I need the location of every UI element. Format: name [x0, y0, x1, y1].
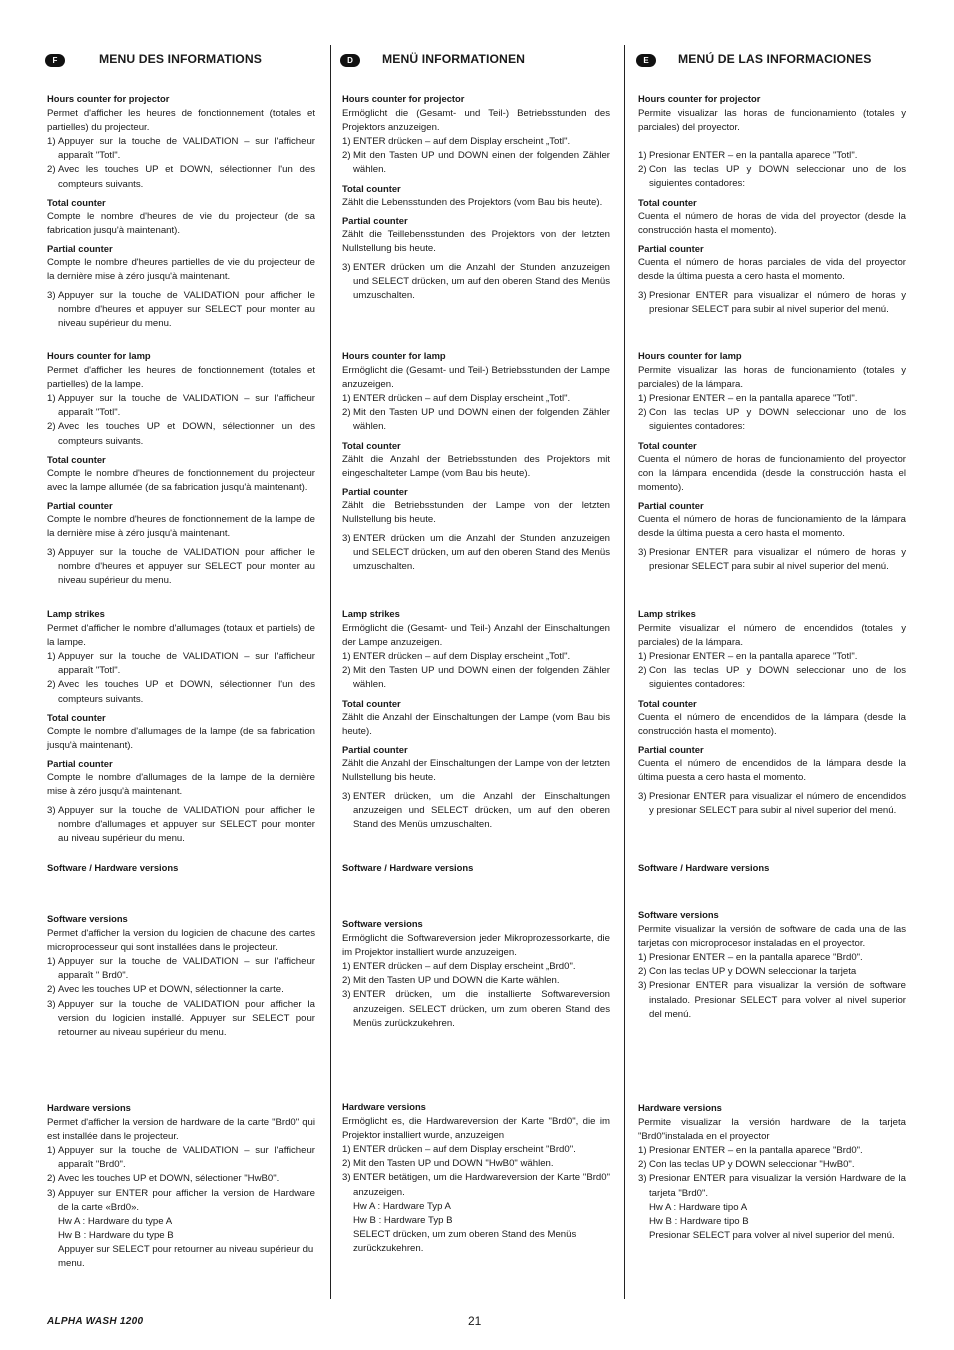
paragraph: Hw A : Hardware du type A	[58, 1215, 173, 1227]
list-item	[47, 955, 315, 983]
language-badge: D	[340, 54, 360, 67]
list-item	[342, 149, 610, 177]
list-number: 2)	[638, 407, 647, 419]
section-title: Hardware versions	[47, 1102, 131, 1113]
list-item	[638, 392, 906, 406]
list-number: 1)	[47, 651, 56, 663]
section-title: Software / Hardware versions	[638, 862, 770, 873]
language-badge: F	[45, 54, 65, 67]
paragraph: Compte le nombre d'allumages de la lampe (de sa fabrication jusqu'à maintenant).	[47, 725, 315, 751]
list-item	[638, 790, 906, 818]
list-item	[638, 149, 906, 163]
section-title: Software / Hardware versions	[342, 862, 474, 873]
list-number: 1)	[342, 136, 351, 148]
list-text: Con las teclas UP y DOWN seleccionar la tarjeta	[649, 966, 857, 978]
list-text: Presionar ENTER – en la pantalla aparece "Totl".	[649, 150, 858, 162]
section	[638, 92, 906, 317]
paragraph: Hw B : Hardware du type B	[58, 1229, 174, 1241]
list-number: 1)	[47, 136, 56, 148]
list-item	[47, 289, 315, 331]
section	[47, 349, 315, 589]
paragraph: Compte le nombre d'heures de fonctionnement du projecteur avec la lampe allumée (de sa fabrication jusqu'à maintenant).	[47, 467, 315, 493]
list-item	[638, 289, 906, 317]
list-number: 2)	[47, 984, 56, 996]
section-title: Lamp strikes	[638, 608, 696, 619]
list-item	[638, 979, 906, 1021]
paragraph: Zählt die Lebensstunden des Projektors (vom Bau bis heute).	[342, 196, 603, 208]
list-text: ENTER drücken – auf dem Display erscheint „Totl".	[353, 393, 571, 405]
list-text: Presionar ENTER para visualizar el número de encendidos y presionar SELECT para subir al nivel superior del menú.	[649, 791, 906, 817]
subheading: Partial counter	[638, 242, 704, 254]
list-number: 2)	[342, 665, 351, 677]
list-number: 3)	[47, 998, 56, 1010]
list-text: Avec les touches UP et DOWN, sélectionner un des compteurs suivants.	[58, 421, 315, 447]
list-text: Presionar ENTER – en la pantalla aparece "Totl".	[649, 651, 858, 663]
list-item	[47, 650, 315, 678]
list-number: 1)	[47, 393, 56, 405]
list-number: 2)	[638, 164, 647, 176]
section-title: Hardware versions	[638, 1102, 722, 1113]
list-text: ENTER drücken, um die installierte Softwareversion anzuzeigen. SELECT drücken, um zum oberen Stand des Menüs zurückzukehren.	[353, 989, 610, 1029]
list-item	[638, 965, 906, 979]
paragraph: Ermöglicht die (Gesamt- und Teil-) Betriebsstunden des Projektors anzuzeigen.	[342, 108, 610, 134]
list-number: 1)	[638, 393, 647, 405]
list-number: 1)	[47, 1145, 56, 1157]
list-number: 3)	[342, 1172, 351, 1184]
section-title: Lamp strikes	[342, 608, 400, 619]
list-number: 1)	[638, 150, 647, 162]
list-text: Presionar ENTER para visualizar la versión de software instalado. Presionar SELECT para volver al nivel superior del menú.	[649, 980, 906, 1020]
list-number: 2)	[638, 966, 647, 978]
list-item	[342, 664, 610, 692]
section-title: Software / Hardware versions	[47, 862, 179, 873]
section	[342, 349, 610, 574]
product-name: ALPHA WASH 1200	[47, 1316, 144, 1327]
section-title: Software versions	[342, 918, 423, 929]
paragraph: Permet d'afficher la version du logicien de chacune des cartes microprocesseur qui sont installées dans le projecteur.	[47, 928, 315, 954]
list-text: Appuyer sur la touche de VALIDATION pour afficher le nombre d'heures et appuyer sur SELECT pour monter au niveau supérieur du menu.	[58, 290, 315, 330]
paragraph: Cuenta el número de horas de funcionamiento del proyector con la lámpara encendida (desde la construcción hasta el momento).	[638, 453, 906, 493]
list-number: 1)	[342, 393, 351, 405]
paragraph: Permite visualizar las horas de funcionamiento (totales y parciales) del proyector.	[638, 108, 906, 134]
paragraph: Presionar SELECT para volver al nivel superior del menú.	[649, 1229, 895, 1241]
list-item	[47, 998, 315, 1040]
paragraph: Permite visualizar la versión de software de cada una de las tarjetas con microprocesor instaladas en el proyector.	[638, 924, 906, 950]
list-number: 3)	[638, 290, 647, 302]
list-number: 3)	[342, 791, 351, 803]
list-item	[342, 974, 610, 988]
page-number: 21	[468, 1314, 482, 1328]
paragraph: Compte le nombre d'heures de vie du projecteur (de sa fabrication jusqu'à maintenant).	[47, 210, 315, 236]
list-item	[47, 546, 315, 588]
list-number: 1)	[342, 961, 351, 973]
list-number: 3)	[638, 791, 647, 803]
list-text: Appuyer sur la touche de VALIDATION – sur l'afficheur apparaît "Totl".	[58, 393, 315, 419]
list-item	[47, 163, 315, 191]
list-number: 3)	[47, 290, 56, 302]
subheading: Partial counter	[638, 499, 704, 511]
paragraph: Permet d'afficher les heures de fonctionnement (totales et partielles) de la lampe.	[47, 365, 315, 391]
section	[47, 92, 315, 332]
list-item	[342, 532, 610, 574]
section	[342, 917, 610, 1031]
list-text: Mit den Tasten UP und DOWN einen der folgenden Zähler wählen.	[353, 407, 610, 433]
list-item	[47, 983, 315, 997]
section-title: Hours counter for lamp	[47, 350, 151, 361]
paragraph: Permite visualizar el número de encendidos (totales y parciales) de la lámpara.	[638, 623, 906, 649]
paragraph: Hw B : Hardware tipo B	[649, 1215, 749, 1227]
list-text: Presionar ENTER para visualizar la versión Hardware de la tarjeta "Brd0".	[649, 1173, 906, 1199]
column-german	[342, 52, 610, 1254]
list-number: 2)	[47, 1173, 56, 1185]
list-number: 1)	[342, 1144, 351, 1156]
column-divider	[330, 45, 331, 1299]
list-number: 1)	[342, 651, 351, 663]
section	[342, 607, 610, 832]
paragraph: Zählt die Anzahl der Betriebsstunden des Projektors mit eingeschalteter Lampe (vom Bau bis heute).	[342, 453, 610, 479]
section	[342, 92, 610, 303]
column-title: MENÚ DE LAS INFORMACIONES	[678, 52, 872, 66]
list-number: 3)	[342, 262, 351, 274]
list-text: Mit den Tasten UP und DOWN einen der folgenden Zähler wählen.	[353, 150, 610, 176]
section-title: Hours counter for lamp	[342, 350, 446, 361]
list-item	[342, 1171, 610, 1199]
list-number: 2)	[47, 421, 56, 433]
section-title: Hardware versions	[342, 1101, 426, 1112]
paragraph: Hw B : Hardware Typ B	[353, 1214, 453, 1226]
list-text: Mit den Tasten UP und DOWN "HwB0" wählen.	[353, 1158, 554, 1170]
list-text: ENTER drücken um die Anzahl der Stunden anzuzeigen und SELECT drücken, um auf den oberen Stand des Menüs umzuschalten.	[353, 262, 610, 302]
section-title: Hours counter for projector	[47, 93, 170, 104]
subheading: Total counter	[47, 196, 106, 208]
paragraph: Permite visualizar las horas de funcionamiento (totales y parciales) de la lámpara.	[638, 365, 906, 391]
list-number: 3)	[638, 1173, 647, 1185]
list-text: Con las teclas UP y DOWN seleccionar uno de los siguientes contadores:	[649, 407, 906, 433]
column-header	[47, 52, 315, 68]
paragraph: SELECT drücken, um zum oberen Stand des Menüs zurückzukehren.	[353, 1228, 577, 1254]
subheading: Partial counter	[342, 485, 408, 497]
list-text: Con las teclas UP y DOWN seleccionar uno de los siguientes contadores:	[649, 665, 906, 691]
list-text: Mit den Tasten UP und DOWN einen der folgenden Zähler wählen.	[353, 665, 610, 691]
list-number: 3)	[47, 547, 56, 559]
list-item	[638, 1172, 906, 1200]
paragraph: Compte le nombre d'heures partielles de vie du projecteur de la dernière mise à zéro jusqu'à maintenant.	[47, 257, 315, 283]
list-text: Appuyer sur la touche de VALIDATION – sur l'afficheur apparaît "Totl".	[58, 136, 315, 162]
paragraph: Permite visualizar la versión hardware de la tarjeta "Brd0"instalada en el proyector	[638, 1117, 906, 1143]
list-text: Avec les touches UP et DOWN, sélectionner l'un des compteurs suivants.	[58, 679, 315, 705]
list-number: 1)	[638, 1145, 647, 1157]
list-text: ENTER drücken – auf dem Display erscheint „Totl".	[353, 651, 571, 663]
column-title: MENÜ INFORMATIONEN	[382, 52, 526, 66]
paragraph: Ermöglicht es, die Hardwareversion der Karte "Brd0", die im Projektor installiert wurde, anzuzeigen	[342, 1116, 610, 1142]
section	[47, 912, 315, 1040]
list-item	[342, 406, 610, 434]
column-title: MENU DES INFORMATIONS	[99, 52, 263, 66]
list-number: 2)	[342, 975, 351, 987]
list-text: Presionar ENTER para visualizar el número de horas y presionar SELECT para subir al nivel superior del menú.	[649, 290, 906, 316]
spacer	[638, 135, 906, 149]
paragraph: Hw A : Hardware tipo A	[649, 1201, 748, 1213]
section-title: Software versions	[638, 909, 719, 920]
subheading: Total counter	[47, 711, 106, 723]
column-header	[638, 52, 906, 68]
section	[638, 349, 906, 574]
list-text: Avec les touches UP et DOWN, sélectionner l'un des compteurs suivants.	[58, 164, 315, 190]
section-title: Hours counter for lamp	[638, 350, 742, 361]
subheading: Partial counter	[342, 743, 408, 755]
list-text: Appuyer sur la touche de VALIDATION pour afficher le nombre d'heures et appuyer sur SELECT pour monter au niveau supérieur du menu.	[58, 547, 315, 587]
list-item	[342, 392, 610, 406]
list-text: Appuyer sur la touche de VALIDATION pour afficher la version du logicien installé. Appuyer sur SELECT pour retourner au niveau supérieur du menu.	[58, 998, 315, 1038]
subheading: Total counter	[638, 439, 697, 451]
list-number: 1)	[47, 956, 56, 968]
list-text: ENTER drücken um die Anzahl der Stunden anzuzeigen und SELECT drücken, um auf den oberen Stand des Menüs umzuschalten.	[353, 533, 610, 573]
section	[47, 1101, 315, 1271]
section-title: Hours counter for projector	[638, 93, 761, 104]
paragraph: Ermöglicht die Softwareversion jeder Mikroprozessorkarte, die im Projektor installiert wurde anzuzeigen.	[342, 933, 610, 959]
subheading: Total counter	[342, 182, 401, 194]
list-number: 2)	[638, 1159, 647, 1171]
list-text: Con las teclas UP y DOWN seleccionar "HwB0".	[649, 1159, 855, 1171]
subheading: Partial counter	[47, 499, 113, 511]
list-number: 1)	[638, 651, 647, 663]
list-item	[342, 135, 610, 149]
paragraph: Zählt die Teillebensstunden des Projektors von der letzten Nullstellung bis heute.	[342, 228, 610, 254]
list-item	[47, 1172, 315, 1186]
paragraph: Ermöglicht die (Gesamt- und Teil-) Anzahl der Einschaltungen der Lampe anzuzeigen.	[342, 623, 610, 649]
list-text: ENTER drücken – auf dem Display erscheint „Brd0".	[353, 961, 576, 973]
section	[342, 1100, 610, 1256]
list-number: 3)	[47, 805, 56, 817]
list-text: Avec les touches UP et DOWN, sélectioner "HwB0".	[58, 1173, 280, 1185]
list-item	[47, 392, 315, 420]
list-number: 2)	[342, 407, 351, 419]
section	[342, 861, 610, 876]
list-number: 1)	[638, 952, 647, 964]
list-text: Con las teclas UP y DOWN seleccionar uno de los siguientes contadores:	[649, 164, 906, 190]
list-item	[342, 650, 610, 664]
subheading: Total counter	[47, 453, 106, 465]
column-spanish	[638, 52, 906, 1241]
list-item	[638, 546, 906, 574]
list-text: Presionar ENTER – en la pantalla aparece "Totl".	[649, 393, 858, 405]
list-item	[47, 135, 315, 163]
list-item	[47, 1187, 315, 1215]
paragraph: Cuenta el número de horas de funcionamiento de la lámpara desde la última puesta a cero hasta el momento.	[638, 514, 906, 540]
list-number: 2)	[638, 665, 647, 677]
list-text: Presionar ENTER – en la pantalla aparece "Brd0".	[649, 1145, 863, 1157]
column-header	[342, 52, 610, 68]
paragraph: Zählt die Anzahl der Einschaltungen der Lampe von der letzten Nullstellung bis heute.	[342, 757, 610, 784]
column-divider	[624, 45, 625, 1299]
section-title: Lamp strikes	[47, 608, 105, 619]
list-item	[342, 790, 610, 832]
subheading: Partial counter	[47, 242, 113, 254]
list-text: Appuyer sur la touche de VALIDATION pour afficher le nombre d'allumages et appuyer sur SELECT pour monter au niveau supérieur du menu.	[58, 805, 315, 845]
list-item	[638, 664, 906, 692]
column-french	[47, 52, 315, 1270]
paragraph: Ermöglicht die (Gesamt- und Teil-) Betriebsstunden der Lampe anzuzeigen.	[342, 365, 610, 391]
list-text: Mit den Tasten UP und DOWN die Karte wählen.	[353, 975, 560, 987]
section	[638, 908, 906, 1022]
list-item	[342, 960, 610, 974]
list-text: Avec les touches UP et DOWN, sélectionner la carte.	[58, 984, 284, 996]
list-item	[638, 163, 906, 191]
subheading: Total counter	[342, 697, 401, 709]
list-number: 2)	[342, 1158, 351, 1170]
paragraph: Permet d'afficher la version de hardware de la carte "Brd0" qui est installée dans le projecteur.	[47, 1117, 315, 1143]
list-number: 2)	[47, 679, 56, 691]
paragraph: Hw A : Hardware Typ A	[353, 1200, 451, 1212]
list-number: 3)	[47, 1187, 56, 1199]
paragraph: Compte le nombre d'allumages de la lampe de la dernière mise à zéro jusqu'à maintenant.	[47, 772, 315, 798]
subheading: Partial counter	[47, 757, 113, 769]
list-text: Presionar ENTER – en la pantalla aparece "Brd0".	[649, 952, 863, 964]
subheading: Partial counter	[342, 214, 408, 226]
subheading: Total counter	[342, 439, 401, 451]
section	[638, 861, 906, 876]
paragraph: Compte le nombre d'heures de fonctionnement de la lampe de la dernière mise à zéro jusqu'à maintenant.	[47, 514, 315, 540]
paragraph: Zählt die Betriebsstunden der Lampe von der letzten Nullstellung bis heute.	[342, 499, 610, 526]
list-number: 2)	[47, 164, 56, 176]
paragraph: Cuenta el número de horas de vida del proyector (desde la construcción hasta el momento).	[638, 210, 906, 236]
list-text: Appuyer sur ENTER pour afficher la version de Hardware de la carte «Brd0».	[58, 1187, 315, 1213]
list-text: Appuyer sur la touche de VALIDATION – sur l'afficheur apparaît "Brd0".	[58, 1145, 315, 1171]
section-title: Software versions	[47, 913, 128, 924]
list-number: 3)	[638, 547, 647, 559]
list-item	[638, 1144, 906, 1158]
list-number: 3)	[342, 989, 351, 1001]
list-item	[342, 1143, 610, 1157]
list-item	[638, 406, 906, 434]
paragraph: Cuenta el número de encendidos de la lámpara (desde la construcción hasta el momento).	[638, 711, 906, 737]
list-item	[638, 650, 906, 664]
list-item	[47, 804, 315, 846]
section	[638, 1101, 906, 1243]
subheading: Total counter	[638, 697, 697, 709]
section	[47, 861, 315, 876]
list-text: ENTER drücken – auf dem Display erscheint "Brd0".	[353, 1144, 576, 1156]
paragraph: Permet d'afficher les heures de fonctionnement (totales et partielles) du projecteur.	[47, 108, 315, 134]
paragraph: Zählt die Anzahl der Einschaltungen der Lampe (vom Bau bis heute).	[342, 711, 610, 737]
list-text: ENTER drücken, um die Anzahl der Einschaltungen anzuzeigen und SELECT drücken, um auf den oberen Stand des Menüs umzuschalten.	[353, 791, 610, 831]
list-text: Appuyer sur la touche de VALIDATION – sur l'afficheur apparaît "Totl".	[58, 651, 315, 677]
list-text: ENTER betätigen, um die Hardwareversion der Karte "Brd0" anzuzeigen.	[353, 1172, 610, 1198]
section	[47, 607, 315, 847]
paragraph: Cuenta el número de horas parciales de vida del proyector desde la última puesta a cero hasta el momento.	[638, 256, 906, 283]
list-text: Presionar ENTER para visualizar el número de horas y presionar SELECT para subir al nivel superior del menú.	[649, 547, 906, 573]
list-number: 3)	[342, 533, 351, 545]
list-item	[47, 420, 315, 448]
paragraph: Appuyer sur SELECT pour retourner au niveau supérieur du menu.	[58, 1243, 314, 1270]
paragraph: Permet d'afficher le nombre d'allumages (totaux et partiels) de la lampe.	[47, 623, 315, 649]
list-item	[638, 1158, 906, 1172]
list-number: 3)	[638, 980, 647, 992]
subheading: Total counter	[638, 196, 697, 208]
language-badge: E	[636, 54, 656, 67]
list-text: ENTER drücken – auf dem Display erscheint „Totl".	[353, 136, 571, 148]
paragraph: Cuenta el número de encendidos de la lámpara desde la última puesta a cero hasta el momento.	[638, 757, 906, 784]
list-number: 2)	[342, 150, 351, 162]
section	[638, 607, 906, 818]
list-item	[47, 1144, 315, 1172]
list-item	[47, 678, 315, 706]
list-item	[342, 1157, 610, 1171]
list-text: Appuyer sur la touche de VALIDATION – sur l'afficheur apparaît " Brd0".	[58, 956, 315, 982]
list-item	[342, 988, 610, 1030]
section-title: Hours counter for projector	[342, 93, 465, 104]
subheading: Partial counter	[638, 743, 704, 755]
list-item	[342, 261, 610, 303]
list-item	[638, 951, 906, 965]
